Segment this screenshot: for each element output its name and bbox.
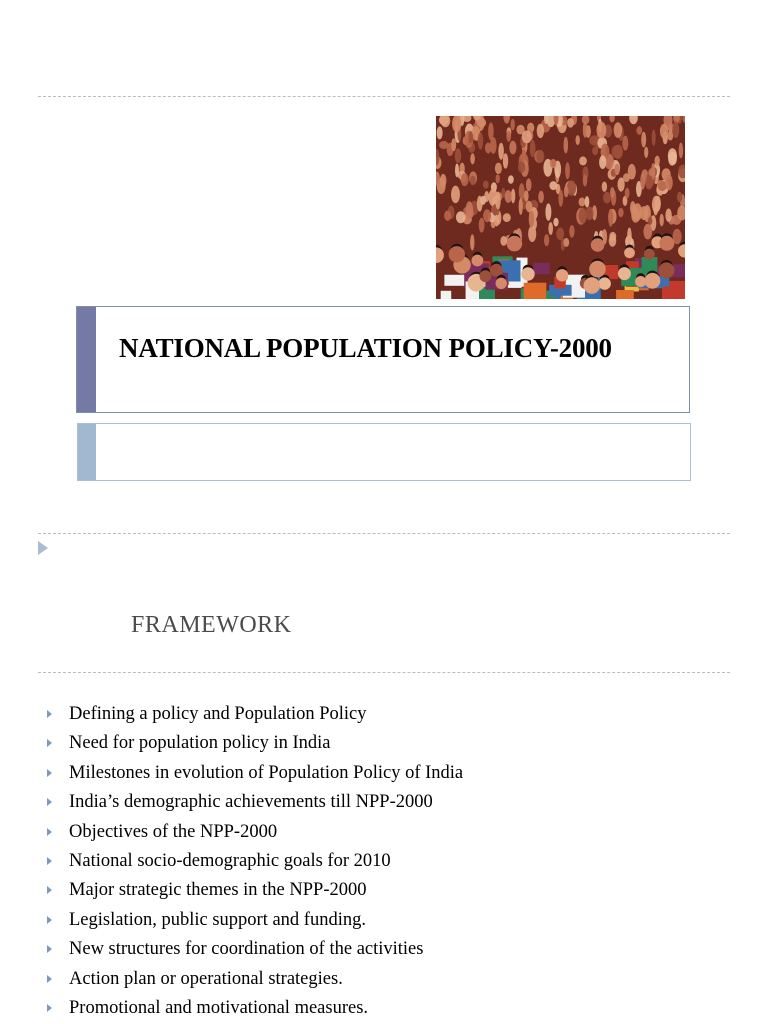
list-item — [44, 818, 463, 847]
subtitle-accent-bar — [78, 424, 96, 480]
bullet-arrow-icon — [47, 916, 52, 924]
bullet-arrow-icon — [47, 1004, 52, 1012]
top-divider — [38, 96, 730, 97]
bullet-arrow-icon — [47, 945, 52, 953]
list-item-text: Major strategic themes in the NPP-2000 — [69, 880, 367, 901]
list-item — [44, 788, 463, 817]
list-item-text: Action plan or operational strategies. — [69, 968, 343, 989]
title-accent-bar — [77, 307, 96, 412]
crowd-photo — [436, 116, 685, 299]
page-title: NATIONAL POPULATION POLICY-2000 — [119, 333, 612, 363]
list-item — [44, 847, 463, 876]
bullet-arrow-icon — [47, 828, 52, 836]
list-item — [44, 935, 463, 964]
list-item-text: Legislation, public support and funding. — [69, 909, 366, 930]
subtitle-box — [77, 423, 691, 481]
list-item — [44, 759, 463, 788]
list-item-text: Promotional and motivational measures. — [69, 997, 369, 1018]
list-item — [44, 906, 463, 935]
bullet-arrow-icon — [47, 975, 52, 983]
crowd-image — [436, 116, 685, 299]
list-item-text: Objectives of the NPP-2000 — [69, 821, 278, 842]
heading-divider — [38, 672, 730, 673]
list-item-text: Need for population policy in India — [69, 733, 331, 754]
list-item-text: India’s demographic achievements till NPP-2000 — [69, 792, 433, 813]
list-item — [44, 965, 463, 994]
bullet-arrow-icon — [47, 798, 52, 806]
list-item-text: Milestones in evolution of Population Policy of India — [69, 762, 464, 783]
bullet-arrow-icon — [47, 886, 52, 894]
list-item — [44, 700, 463, 729]
slide-divider — [38, 533, 730, 534]
list-item-text: New structures for coordination of the activities — [69, 939, 424, 960]
title-box — [76, 306, 690, 413]
list-item-text: Defining a policy and Population Policy — [69, 704, 367, 724]
bullet-arrow-icon — [47, 857, 52, 865]
list-item-text: National socio-demographic goals for 2010 — [69, 850, 391, 871]
bullet-arrow-icon — [47, 739, 52, 747]
section-heading: FRAMEWORK — [131, 612, 292, 638]
bullet-arrow-icon — [47, 769, 52, 777]
list-item — [44, 729, 463, 758]
bullet-list — [44, 700, 463, 1023]
list-item — [44, 876, 463, 905]
slide-marker-icon — [38, 541, 48, 555]
bullet-arrow-icon — [47, 710, 52, 718]
list-item — [44, 994, 463, 1023]
